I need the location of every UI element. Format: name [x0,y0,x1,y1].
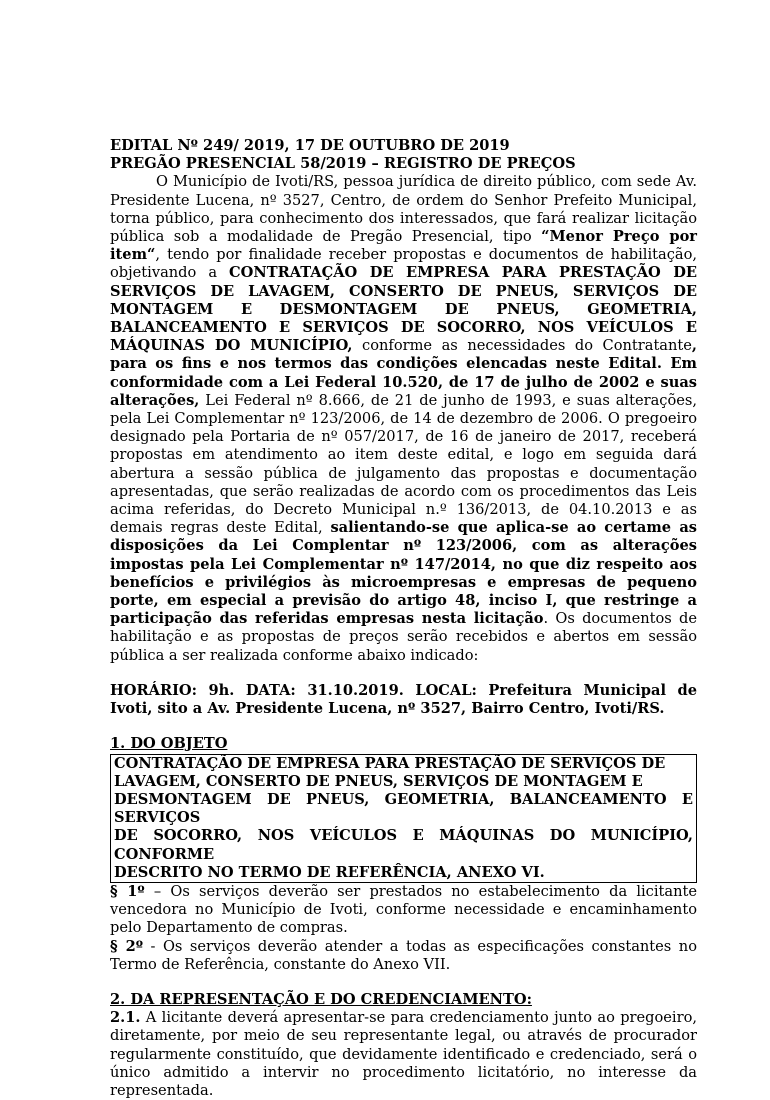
intro-bold-3: , para os fins e nos termos das condições elencadas neste Edital. Em conformidade com a Lei Federal 10.520, de 17 de julho de 2002 e suas alterações, [110,337,697,409]
edital-title: EDITAL Nº 249/ 2019, 17 DE OUTUBRO DE 2019 [110,137,510,154]
paragraph-2 [110,938,697,974]
intro-text-5: . Os documentos de habilitação e as propostas de preços serão recebidos e abertos em sessão pública a ser realizada conforme abaixo indicado: [110,610,698,664]
intro-paragraph [110,173,697,664]
intro-text-1: O Município de Ivoti/RS, pessoa jurídica de direito público, com sede Av. Presidente Lucena, nº 3527, Centro, de ordem do Senhor Prefeito Municipal, torna público, para conhecimento dos interessados, que fará realizar licitação pública sob a modalidade de Pregão Presencial, tipo [110,173,697,246]
pregao-title: PREGÃO PRESENCIAL 58/2019 – REGISTRO DE PREÇOS [110,155,576,173]
item-2-1-label: 2.1. [110,1009,141,1027]
item-2-1 [110,1009,697,1100]
object-box-line: LAVAGEM, CONSERTO DE PNEUS, SERVIÇOS DE MONTAGEM E [114,772,643,790]
paragraph-1-text: – Os serviços deverão ser prestados no estabelecimento da licitante vencedora no Município de Ivoti, conforme necessidade e encaminhamento pelo Departamento de compras. [110,882,697,937]
section-1-heading: 1. DO OBJETO [110,735,228,753]
intro-bold-1: “Menor Preço por item“ [110,228,697,264]
paragraph-2-label: § 2º [110,937,144,955]
section-2-heading: 2. DA REPRESENTAÇÃO E DO CREDENCIAMENTO: [110,990,532,1008]
intro-text-2: , tendo por finalidade receber propostas e documentos de habilitação, objetivando a [110,246,697,282]
object-box-line: DE SOCORRO, NOS VEÍCULOS E MÁQUINAS DO MUNICÍPIO, CONFORME [114,827,693,863]
item-2-1-text: A licitante deverá apresentar-se para credenciamento junto ao pregoeiro, diretamente, por meio de seu representante legal, ou através de procurador regularmente constituído, que devidamente identificado e credenciado, será o único admitido a intervir no procedimento licitatório, no interesse da representada. [110,1009,697,1099]
object-box [110,754,697,883]
intro-bold-2: CONTRATAÇÃO DE EMPRESA PARA PRESTAÇÃO DE SERVIÇOS DE LAVAGEM, CONSERTO DE PNEUS, SERVIÇOS DE MONTAGEM E DESMONTAGEM DE PNEUS, GEOMETRIA, BALANCEAMENTO E SERVIÇOS DE SOCORRO, NOS VEÍCULOS E MÁQUINAS DO MUNICÍPIO, [110,264,697,355]
paragraph-1-label: § 1º [110,882,145,900]
schedule-info: HORÁRIO: 9h. DATA: 31.10.2019. LOCAL: Prefeitura Municipal de Ivoti, sito a Av. Presidente Lucena, nº 3527, Bairro Centro, Ivoti/RS. [110,681,697,718]
intro-text-3: conforme as necessidades do Contratante [352,337,692,355]
intro-text-4: Lei Federal nº 8.666, de 21 de junho de 1993, e suas alterações, pela Lei Complementar nº 123/2006, de 14 de dezembro de 2006. O pregoeiro designado pela Portaria de nº 057/2017, de 16 de janeiro de 2017, receberá propostas em atendimento ao item deste edital, e logo em seguida dará abertura a sessão pública de julgamento das propostas e documentação apresentadas, que serão realizadas de acordo com os procedimentos das Leis acima referidas, do Decreto Municipal n.º 136/2013, de 04.10.2013 e as demais regras deste Edital, [110,391,697,537]
object-box-line: DESMONTAGEM DE PNEUS, GEOMETRIA, BALANCEAMENTO E SERVIÇOS [114,790,693,827]
paragraph-1 [110,883,697,938]
object-box-line: DESCRITO NO TERMO DE REFERÊNCIA, ANEXO VI. [114,863,545,881]
paragraph-2-text: - Os serviços deverão atender a todas as especificações constantes no Termo de Referência, constante do Anexo VII. [110,937,697,973]
intro-bold-4: salientando-se que aplica-se ao certame as disposições da Lei Complentar nº 123/2006, com as alterações impostas pela Lei Complementar nº 147/2014, no que diz respeito aos benefícios e privilégios às microempresas e empresas de pequeno porte, em especial a previsão do artigo 48, inciso I, que restringe a participação das referidas empresas nesta licitação [110,519,697,628]
object-box-line: CONTRATAÇÃO DE EMPRESA PARA PRESTAÇÃO DE SERVIÇOS DE [114,754,666,772]
document-body [110,137,697,1100]
